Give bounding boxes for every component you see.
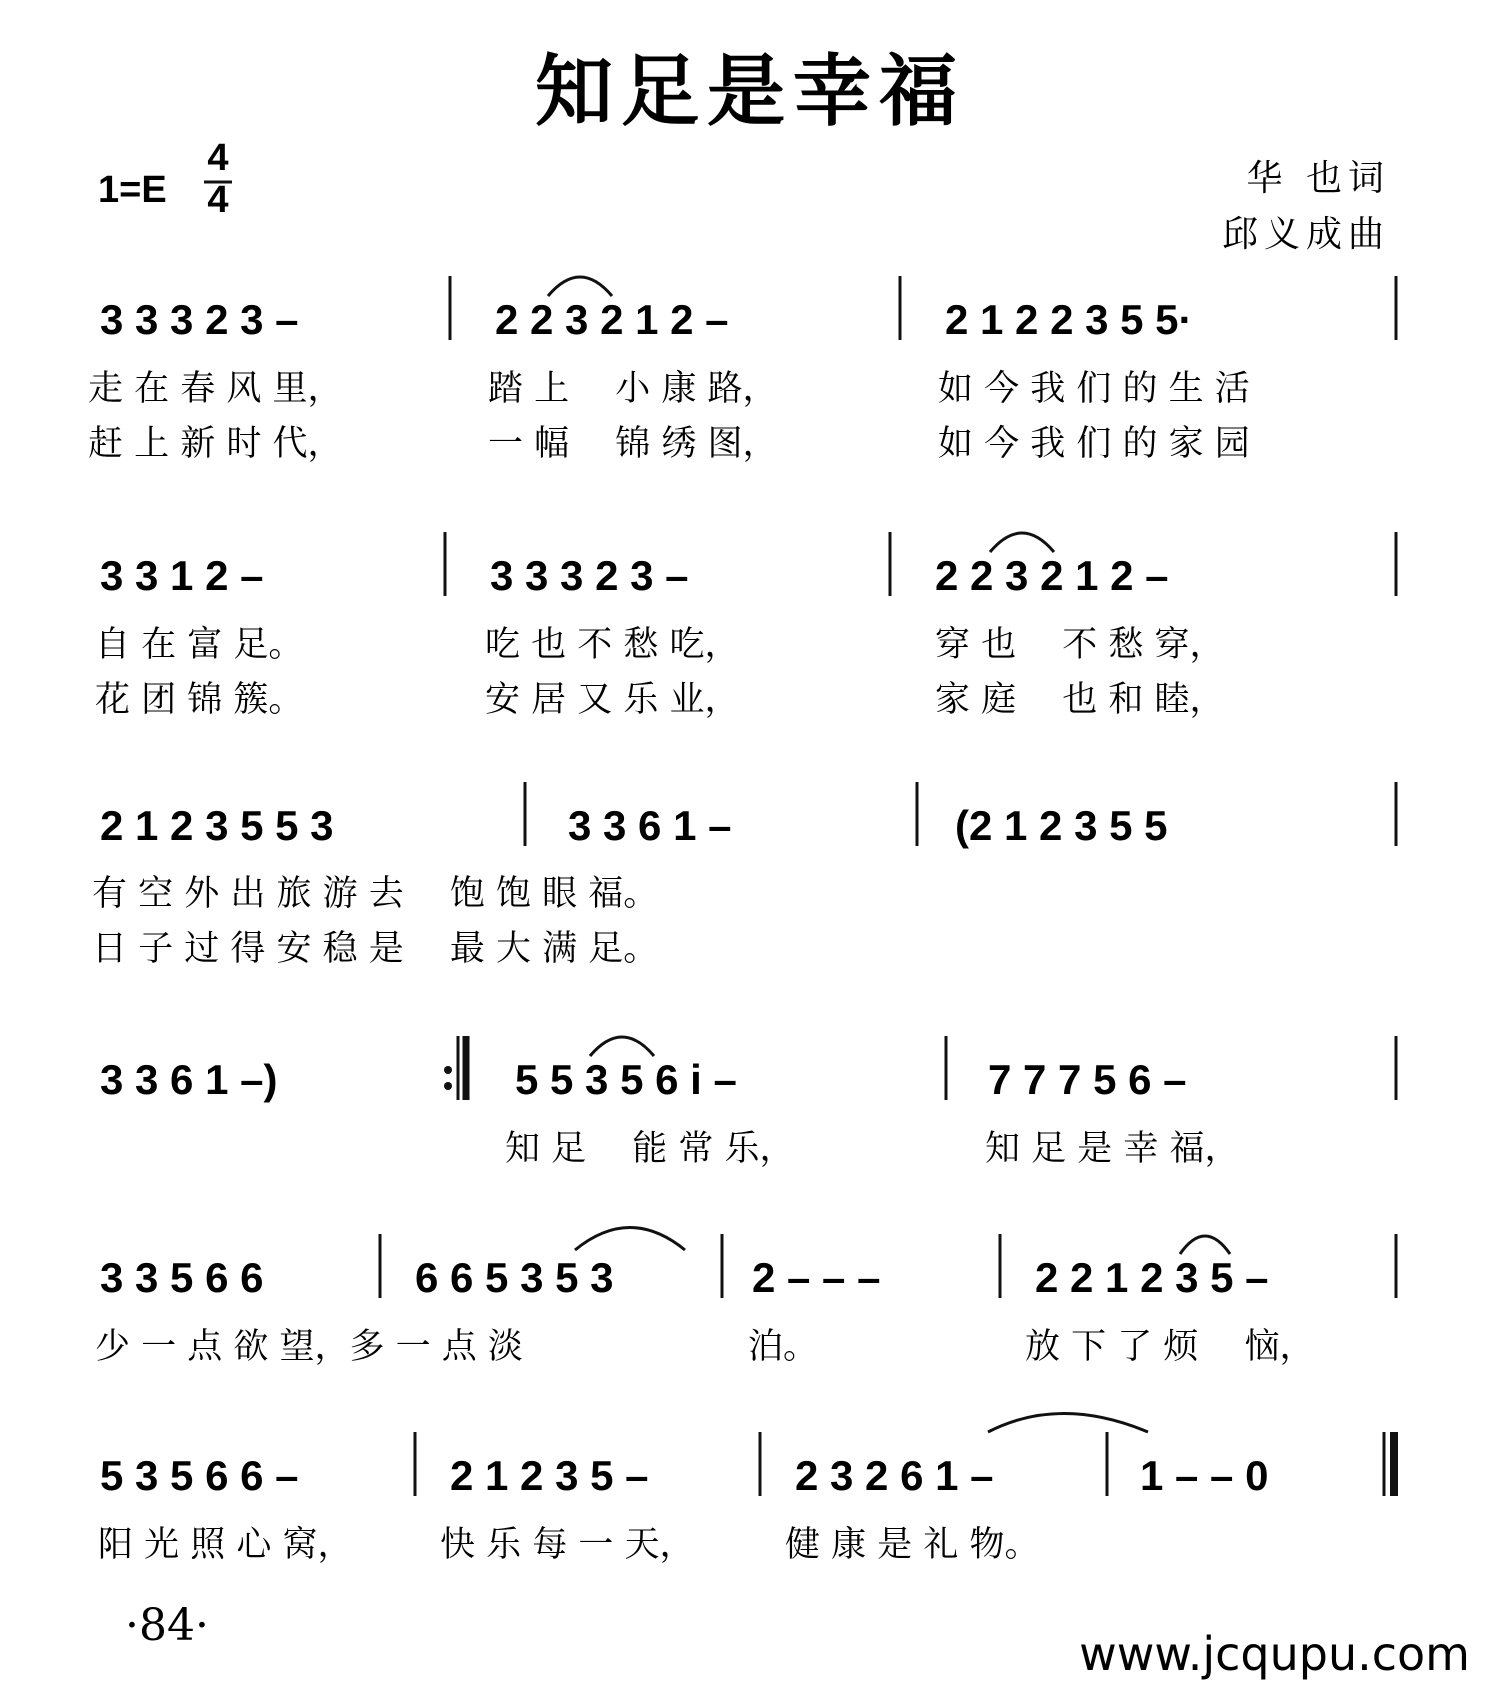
time-signature-top: 4 <box>207 137 229 179</box>
notes-row1-m2: 2 2 3 2 1 2 – <box>495 296 729 343</box>
lyrics-row4-b: 知 足 是 幸 福， <box>985 1129 1240 1169</box>
page-number: ·84· <box>125 1600 209 1651</box>
notes-row4-m1: 3 3 6 1 –) <box>100 1056 278 1103</box>
lyricist-credit: 华 也词 <box>1246 158 1390 199</box>
notes-row2-m2: 3 3 3 2 3 – <box>490 552 689 599</box>
notes-row6-m1: 5 3 5 6 6 – <box>100 1452 299 1499</box>
lyrics-row6-a: 阳 光 照 心 窝， <box>98 1525 353 1565</box>
notes-row4-m3: 7 7 7 5 6 – <box>988 1056 1187 1103</box>
lyrics-row1-verse2-a: 赶 上 新 时 代， <box>88 424 343 464</box>
lyrics-row2-verse2-a: 花 团 锦 簇。 <box>95 680 304 720</box>
composer-credit: 邱义成曲 <box>1221 214 1390 255</box>
lyrics-row3-verse2: 日 子 过 得 安 稳 是 最 大 满 足。 <box>92 929 659 969</box>
time-signature-bottom: 4 <box>207 179 229 221</box>
lyrics-row5-c: 放 下 了 烦 恼， <box>1025 1327 1315 1367</box>
notes-row5-m4: 2 2 1 2 3 5 – <box>1035 1254 1269 1301</box>
lyrics-row2-verse2-c: 家 庭 也 和 睦， <box>935 680 1225 720</box>
lyrics-row2-verse1-b: 吃 也 不 愁 吃， <box>485 625 740 665</box>
lyrics-row2-verse1-c: 穿 也 不 愁 穿， <box>935 625 1225 665</box>
notes-row2-m1: 3 3 1 2 – <box>100 552 264 599</box>
notes-row5-m3: 2 – – – <box>752 1254 881 1301</box>
notes-row5-m2: 6 6 5 3 5 3 <box>415 1254 614 1301</box>
lyrics-row2-verse2-b: 安 居 又 乐 业， <box>485 680 740 720</box>
tie-mark <box>988 1414 1148 1433</box>
notes-row2-m3: 2 2 3 2 1 2 – <box>935 552 1169 599</box>
page-title: 知足是幸福 <box>534 46 966 137</box>
site-watermark: www.jcqupu.com <box>1079 1627 1470 1681</box>
slur-mark <box>1180 1236 1230 1254</box>
lyrics-row6-c: 健 康 是 礼 物。 <box>785 1525 1040 1565</box>
notes-row3-m3: (2 1 2 3 5 5 <box>955 802 1168 849</box>
lyrics-row1-verse1-a: 走 在 春 风 里， <box>88 369 343 409</box>
notes-row5-m1: 3 3 5 6 6 <box>100 1254 264 1301</box>
lyrics-row2-verse1-a: 自 在 富 足。 <box>95 625 304 665</box>
lyrics-row3-verse1: 有 空 外 出 旅 游 去 饱 饱 眼 福。 <box>92 874 659 914</box>
lyrics-row1-verse1-b: 踏 上 小 康 路， <box>488 369 778 409</box>
notes-row6-m3: 2 3 2 6 1 – <box>795 1452 994 1499</box>
notes-row1-m1: 3 3 3 2 3 – <box>100 296 299 343</box>
notes-row6-m2: 2 1 2 3 5 – <box>450 1452 649 1499</box>
lyrics-row1-verse2-c: 如 今 我 们 的 家 园 <box>938 424 1250 464</box>
slur-mark <box>990 533 1054 552</box>
key-signature: 1=E <box>98 169 167 211</box>
lyrics-row1-verse1-c: 如 今 我 们 的 生 活 <box>938 369 1250 409</box>
notes-row4-m2: 5 5 3 5 6 i – <box>515 1056 737 1103</box>
slur-mark <box>590 1037 654 1056</box>
lyrics-row6-b: 快 乐 每 一 天， <box>440 1525 695 1565</box>
slur-mark <box>548 277 612 296</box>
notes-row6-m4: 1 – – 0 <box>1140 1452 1269 1499</box>
notes-row3-m1: 2 1 2 3 5 5 3 <box>100 802 334 849</box>
lyrics-row1-verse2-b: 一 幅 锦 绣 图， <box>488 424 778 464</box>
lyrics-row5-b: 泊。 <box>748 1327 819 1367</box>
notes-row3-m2: 3 3 6 1 – <box>568 802 732 849</box>
notes-row1-m3: 2 1 2 2 3 5 5· <box>945 296 1193 343</box>
lyrics-row4-a: 知 足 能 常 乐， <box>505 1129 795 1169</box>
slur-mark <box>575 1228 685 1251</box>
lyrics-row5-a: 少 一 点 欲 望，多 一 点 淡 <box>95 1327 523 1367</box>
